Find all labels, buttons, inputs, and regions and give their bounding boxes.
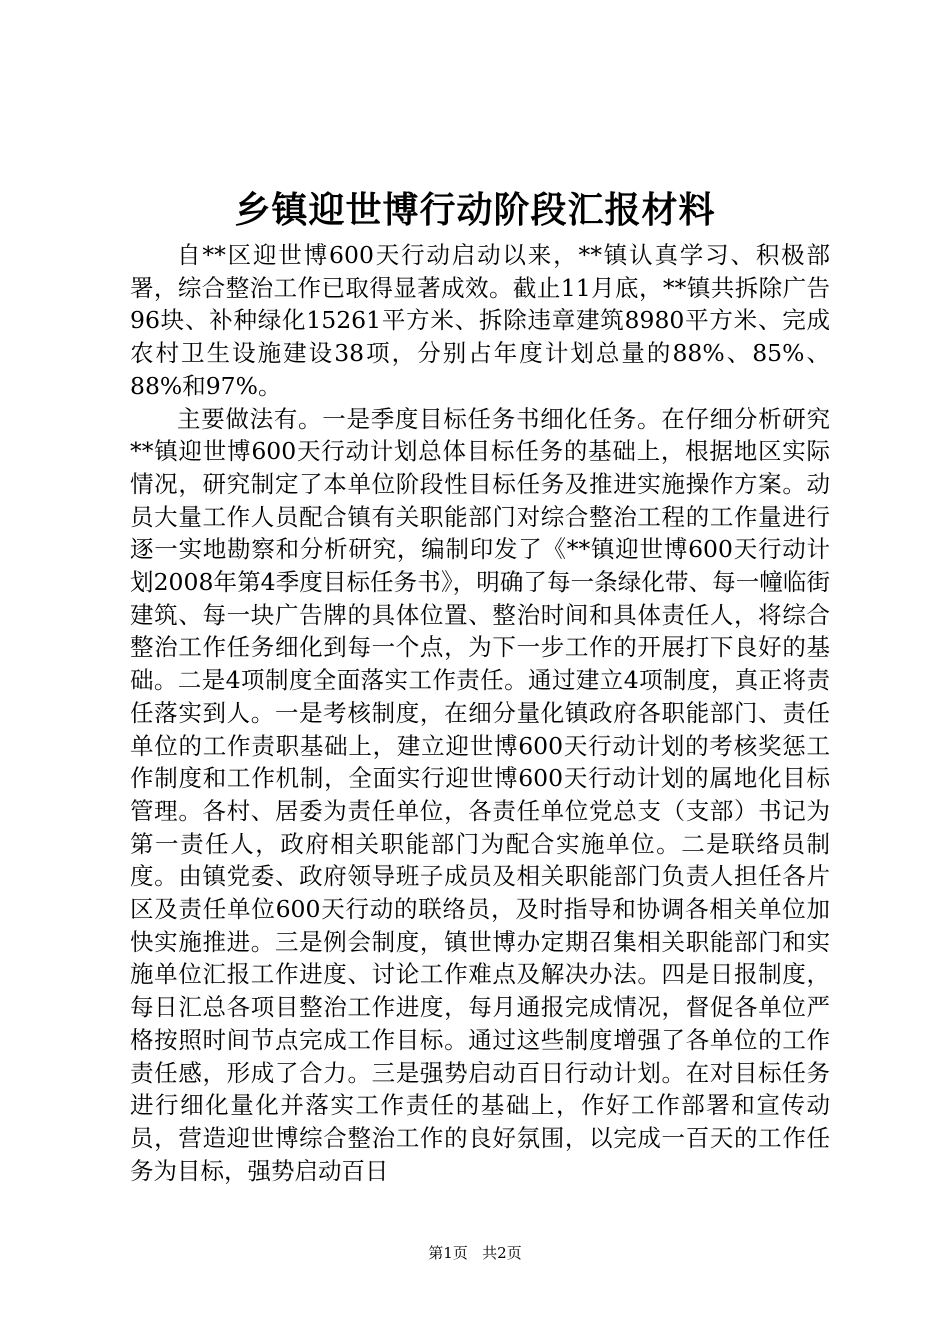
page-title: 乡镇迎世博行动阶段汇报材料: [234, 189, 716, 231]
paragraph-intro: 自**区迎世博600天行动启动以来，**镇认真学习、积极部署，综合整治工作已取得显著成效。截止11月底，**镇共拆除广告96块、补种绿化15261平方米、拆除违章建筑8980平方米、完成农村卫生设施建设38项，分别占年度计划总量的88%、85%、88%和97%。: [130, 241, 830, 400]
document-body: [130, 239, 830, 1187]
page-number: 第1页: [428, 1244, 468, 1262]
page-total: 共2页: [482, 1244, 522, 1262]
page-footer: [0, 1243, 950, 1263]
paragraph-methods: 主要做法有。一是季度目标任务书细化任务。在仔细分析研究**镇迎世博600天行动计划总体目标任务的基础上，根据地区实际情况，研究制定了本单位阶段性目标任务及推进实施操作方案。动员大量工作人员配合镇有关职能部门对综合整治工程的工作量进行逐一实地勘察和分析研究，编制印发了《**镇迎世博600天行动计划2008年第4季度目标任务书》，明确了每一条绿化带、每一幢临街建筑、每一块广告牌的具体位置、整治时间和具体责任人，将综合整治工作任务细化到每一个点，为下一步工作的开展打下良好的基础。二是4项制度全面落实工作责任。通过建立4项制度，真正将责任落实到人。一是考核制度，在细分量化镇政府各职能部门、责任单位的工作责职基础上，建立迎世博600天行动计划的考核奖惩工作制度和工作机制，全面实行迎世博600天行动计划的属地化目标管理。各村、居委为责任单位，各责任单位党总支（支部）书记为第一责任人，政府相关职能部门为配合实施单位。二是联络员制度。由镇党委、政府领导班子成员及相关职能部门负责人担任各片区及责任单位600天行动的联络员，及时指导和协调各相关单位加快实施推进。三是例会制度，镇世博办定期召集相关职能部门和实施单位汇报工作进度、讨论工作难点及解决办法。四是日报制度，每日汇总各项目整治工作进度，每月通报完成情况，督促各单位严格按照时间节点完成工作目标。通过这些制度增强了各单位的工作责任感，形成了合力。三是强势启动百日行动计划。在对目标任务进行细化量化并落实工作责任的基础上，作好工作部署和宣传动员，营造迎世博综合整治工作的良好氛围，以完成一百天的工作任务为目标，强势启动百日: [130, 404, 830, 1185]
footer-spacer: [473, 1244, 478, 1262]
